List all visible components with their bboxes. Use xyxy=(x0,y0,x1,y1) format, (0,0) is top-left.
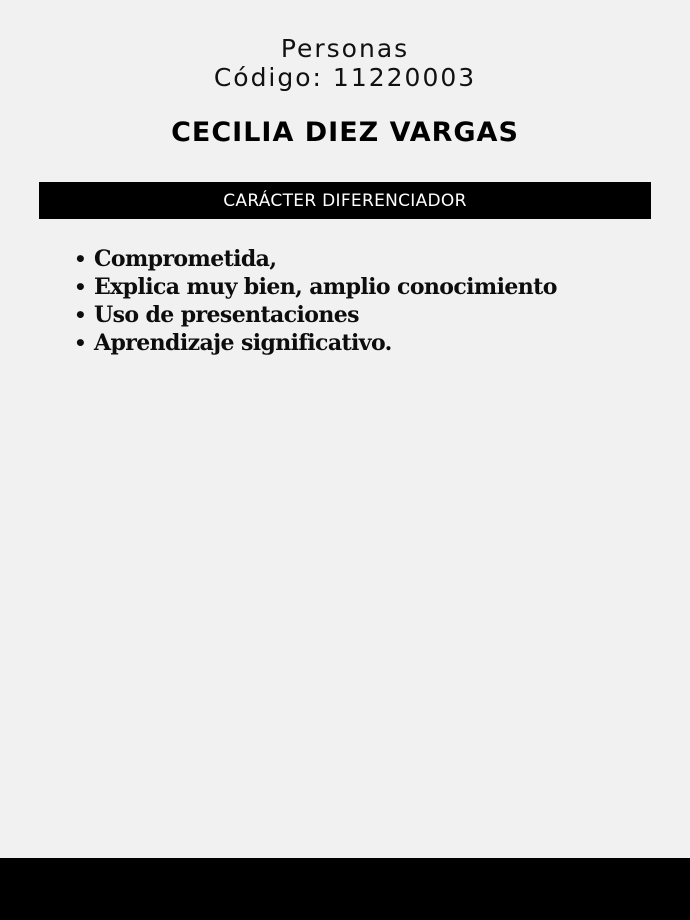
list-item xyxy=(74,245,557,273)
bullet-icon: • xyxy=(74,247,87,271)
bullet-icon: • xyxy=(74,275,87,299)
trait-text: Aprendizaje significativo. xyxy=(94,330,392,356)
trait-text: Comprometida, xyxy=(94,246,277,272)
category-label: Personas xyxy=(280,34,410,63)
trait-text: Uso de presentaciones xyxy=(94,302,359,328)
document-header xyxy=(0,34,690,92)
person-name: CECILIA DIEZ VARGAS xyxy=(171,117,519,148)
trait-text: Explica muy bien, amplio conocimiento xyxy=(94,274,557,300)
section-title: CARÁCTER DIFERENCIADOR xyxy=(223,190,467,211)
traits-list xyxy=(74,245,557,357)
bullet-icon: • xyxy=(74,331,87,355)
section-header xyxy=(39,182,651,219)
footer-bar xyxy=(0,858,690,920)
list-item xyxy=(74,329,557,357)
list-item xyxy=(74,301,557,329)
bullet-icon: • xyxy=(74,303,87,327)
code-label: Código: 11220003 xyxy=(213,63,477,92)
list-item xyxy=(74,273,557,301)
